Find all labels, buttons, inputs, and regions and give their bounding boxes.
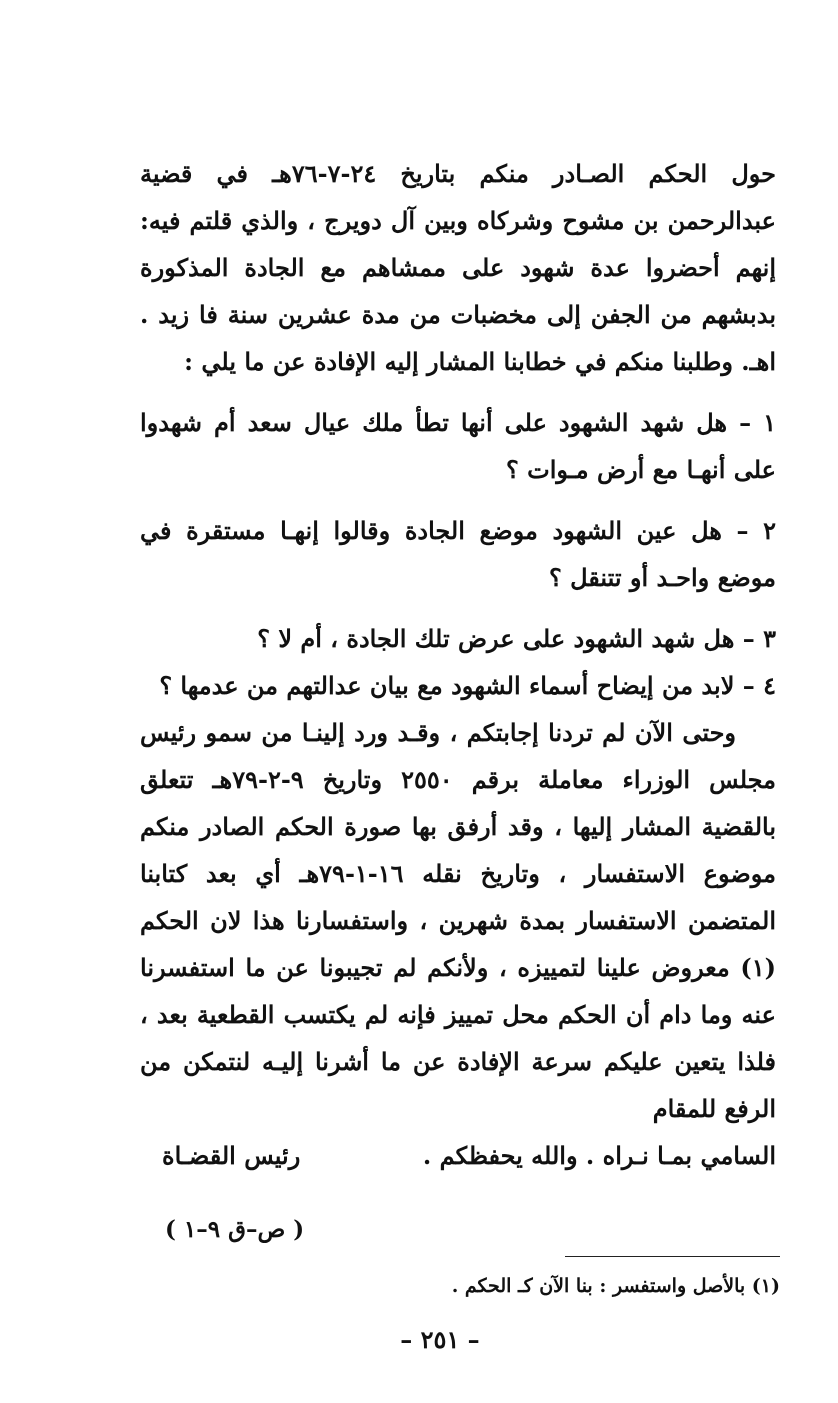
closing-line <box>140 1132 776 1179</box>
question-4 <box>140 662 776 709</box>
question-number: ١ – <box>739 408 777 437</box>
signature: رئيس القضـاة <box>162 1141 301 1170</box>
letter-body <box>140 150 776 1179</box>
question-number: ٢ – <box>736 516 777 545</box>
question-text: هل شهد الشهود على عرض تلك الجادة ، أم لا ؟ <box>257 624 735 653</box>
footnote: (١) بالأصل واستفسر : بنا الآن كـ الحكم . <box>451 1275 780 1297</box>
main-paragraph: وحتى الآن لم تردنا إجابتكم ، وقـد ورد إلينـا من سمو رئيس مجلس الوزراء معاملة برقم ٢٥٥٠ وتاريخ ٩-٢-٧٩هـ تتعلق بالقضية المشار إليها ، وقد أرفق بها صورة الحكم الصادر منكم موضوع الاستفسار ، وتاريخ نقله ١٦-١-٧٩هـ أي بعد كتابنا المتضمن الاستفسار بمدة شهرين ، واستفسارنا هذا لان الحكم (١) معروض علينا لتمييزه ، ولأنكم لم تجيبونا عن ما استفسرنا عنه وما دام أن الحكم محل تمييز فإنه لم يكتسب القطعية بعد ، فلذا يتعين عليكم سرعة الإفادة عن ما أشرنا إليـه لنتمكن من الرفع للمقام <box>140 718 777 1123</box>
page-number: – ٢٥١ – <box>400 1325 480 1354</box>
question-number: ٤ – <box>742 671 776 700</box>
question-text: لابد من إيضاح أسماء الشهود مع بيان عدالتهم من عدمها ؟ <box>159 671 735 700</box>
intro-paragraph: حول الحكم الصـادر منكم بتاريخ ٢٤-٧-٧٦هـ في قضية عبدالرحمن بن مشوح وشركاه وبين آل دويرج ، والذي قلتم فيه: إنهم أحضروا عدة شهود على ممشاهم مع الجادة المذكورة بدبشهم من الجفن إلى مخضبات من مدة عشرين سنة فا زيد . اهـ. وطلبنا منكم في خطابنا المشار إليه الإفادة عن ما يلي : <box>140 159 776 376</box>
closing-text: السامي بمـا نـراه . والله يحفظكم . <box>422 1141 776 1170</box>
reference-code: ( ص–ق ٩–١ ) <box>165 1216 305 1243</box>
question-3 <box>140 615 776 662</box>
question-2 <box>140 507 776 601</box>
question-text: هل عين الشهود موضع الجادة وقالوا إنهـا مستقرة في موضع واحـد أو تتنقل ؟ <box>140 516 776 592</box>
footnote-divider <box>565 1256 780 1257</box>
question-1 <box>140 399 776 493</box>
question-text: هل شهد الشهود على أنها تطأ ملك عيال سعد أم شهدوا على أنهـا مع أرض مـوات ؟ <box>140 408 776 484</box>
question-number: ٣ – <box>742 624 776 653</box>
